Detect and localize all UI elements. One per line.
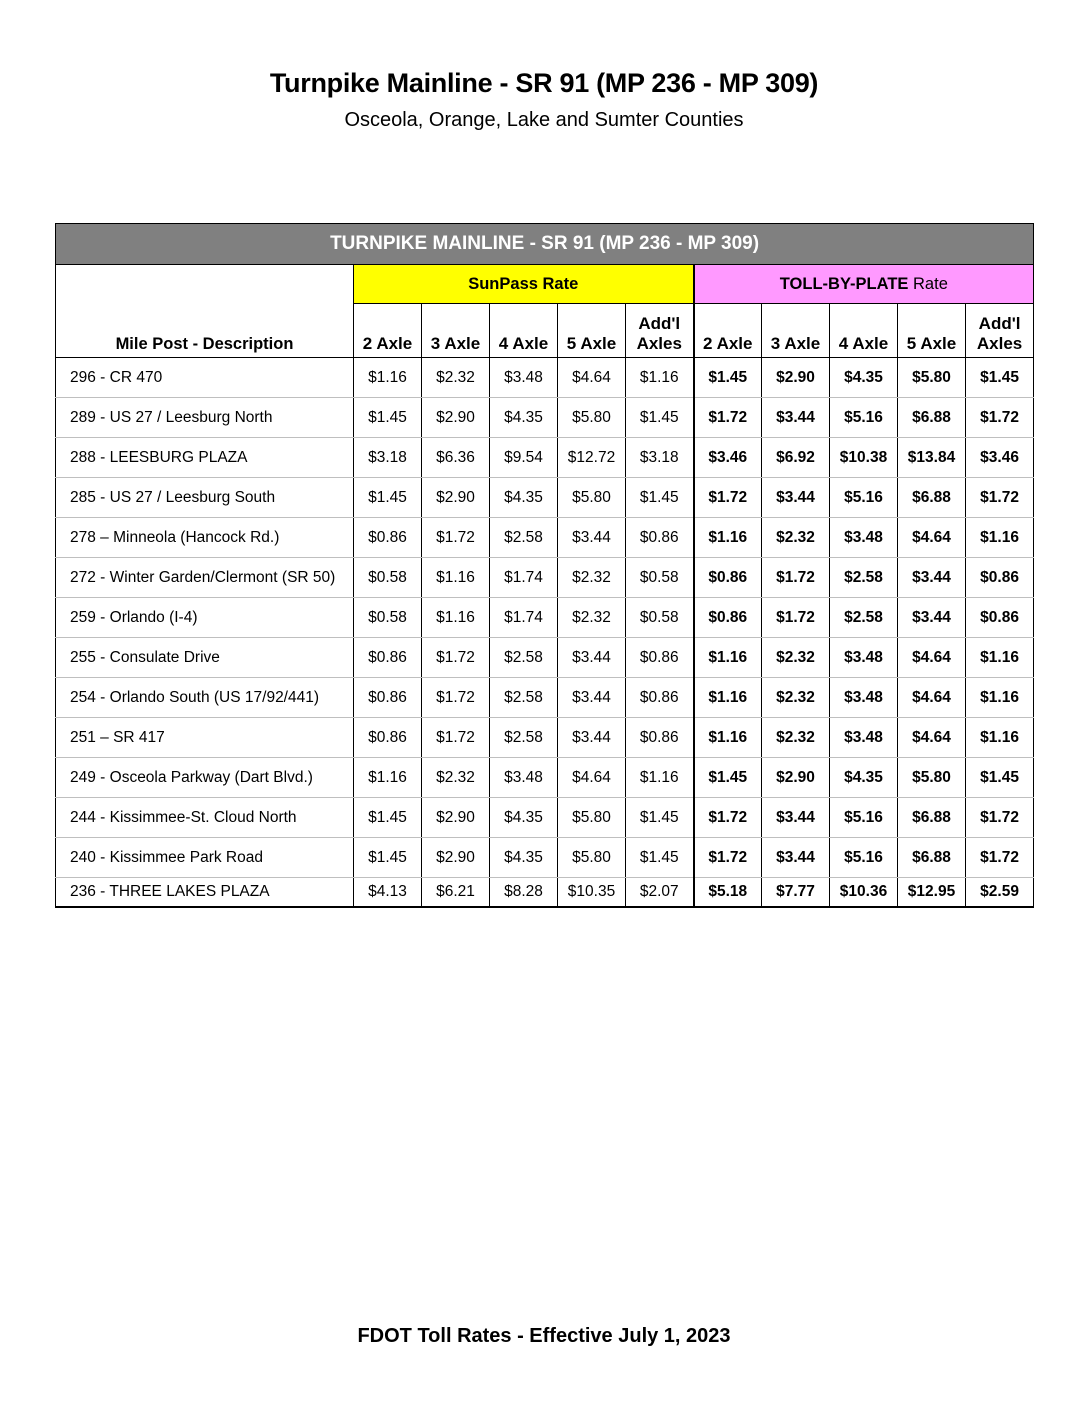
mile-post-description: 251 – SR 417 bbox=[56, 718, 354, 758]
tbp-axle-header: Add'l Axles bbox=[966, 304, 1034, 358]
mile-post-description: 289 - US 27 / Leesburg North bbox=[56, 398, 354, 438]
toll-by-plate-rate-cell: $6.88 bbox=[898, 398, 966, 438]
toll-by-plate-rate-cell: $1.16 bbox=[694, 678, 762, 718]
sunpass-rate-cell: $2.32 bbox=[558, 558, 626, 598]
sunpass-rate-cell: $5.80 bbox=[558, 398, 626, 438]
tbp-axle-header: 5 Axle bbox=[898, 304, 966, 358]
tbp-axle-header: 2 Axle bbox=[694, 304, 762, 358]
sunpass-rate-cell: $5.80 bbox=[558, 478, 626, 518]
table-row bbox=[56, 478, 1034, 518]
mile-post-description: 296 - CR 470 bbox=[56, 358, 354, 398]
sunpass-rate-cell: $0.58 bbox=[626, 558, 694, 598]
table-row bbox=[56, 398, 1034, 438]
toll-rate-table bbox=[55, 223, 1034, 908]
toll-by-plate-rate-cell: $5.16 bbox=[830, 838, 898, 878]
table-row bbox=[56, 758, 1034, 798]
sunpass-rate-cell: $3.44 bbox=[558, 518, 626, 558]
toll-by-plate-rate-cell: $1.16 bbox=[694, 518, 762, 558]
sunpass-rate-cell: $3.18 bbox=[354, 438, 422, 478]
toll-by-plate-rate-cell: $1.72 bbox=[966, 798, 1034, 838]
toll-by-plate-rate-cell: $2.90 bbox=[762, 358, 830, 398]
mile-post-description: 255 - Consulate Drive bbox=[56, 638, 354, 678]
toll-by-plate-rate-cell: $3.44 bbox=[762, 838, 830, 878]
toll-by-plate-rate-cell: $1.45 bbox=[966, 758, 1034, 798]
sunpass-rate-cell: $5.80 bbox=[558, 798, 626, 838]
sunpass-rate-cell: $4.35 bbox=[490, 478, 558, 518]
table-row bbox=[56, 838, 1034, 878]
sunpass-rate-cell: $1.16 bbox=[626, 758, 694, 798]
sunpass-rate-cell: $0.58 bbox=[354, 598, 422, 638]
toll-by-plate-rate-cell: $2.32 bbox=[762, 678, 830, 718]
toll-by-plate-rate-cell: $0.86 bbox=[966, 598, 1034, 638]
sunpass-rate-cell: $4.35 bbox=[490, 838, 558, 878]
sunpass-rate-cell: $4.35 bbox=[490, 398, 558, 438]
toll-by-plate-rate-cell: $2.59 bbox=[966, 878, 1034, 908]
toll-by-plate-rate-cell: $2.32 bbox=[762, 518, 830, 558]
toll-by-plate-rate-cell: $12.95 bbox=[898, 878, 966, 908]
toll-by-plate-rate-cell: $2.90 bbox=[762, 758, 830, 798]
table-row bbox=[56, 558, 1034, 598]
toll-by-plate-rate-cell: $3.46 bbox=[694, 438, 762, 478]
sunpass-rate-cell: $1.16 bbox=[354, 358, 422, 398]
sunpass-rate-cell: $3.44 bbox=[558, 638, 626, 678]
toll-by-plate-rate-cell: $1.45 bbox=[694, 358, 762, 398]
toll-by-plate-rate-cell: $5.80 bbox=[898, 758, 966, 798]
toll-by-plate-rate-cell: $1.72 bbox=[694, 798, 762, 838]
mile-post-description: 244 - Kissimmee-St. Cloud North bbox=[56, 798, 354, 838]
mile-post-description: 259 - Orlando (I-4) bbox=[56, 598, 354, 638]
sunpass-rate-cell: $3.44 bbox=[558, 718, 626, 758]
sunpass-rate-cell: $1.72 bbox=[422, 518, 490, 558]
sunpass-rate-cell: $2.32 bbox=[422, 758, 490, 798]
sunpass-axle-header: 2 Axle bbox=[354, 304, 422, 358]
sunpass-rate-cell: $2.90 bbox=[422, 798, 490, 838]
toll-by-plate-rate-cell: $0.86 bbox=[694, 598, 762, 638]
sunpass-rate-cell: $1.16 bbox=[422, 598, 490, 638]
toll-by-plate-rate-cell: $1.16 bbox=[694, 638, 762, 678]
sunpass-rate-cell: $0.86 bbox=[626, 518, 694, 558]
sunpass-rate-cell: $5.80 bbox=[558, 838, 626, 878]
toll-by-plate-rate-cell: $1.16 bbox=[966, 518, 1034, 558]
sunpass-axle-header: Add'l Axles bbox=[626, 304, 694, 358]
tbp-label-rate: Rate bbox=[913, 274, 948, 293]
toll-by-plate-rate-header bbox=[694, 265, 1034, 304]
toll-by-plate-rate-cell: $7.77 bbox=[762, 878, 830, 908]
sunpass-rate-cell: $1.16 bbox=[626, 358, 694, 398]
table-row bbox=[56, 518, 1034, 558]
sunpass-rate-cell: $2.90 bbox=[422, 838, 490, 878]
toll-by-plate-rate-cell: $5.80 bbox=[898, 358, 966, 398]
toll-by-plate-rate-cell: $1.72 bbox=[762, 558, 830, 598]
sunpass-rate-cell: $1.45 bbox=[626, 478, 694, 518]
sunpass-rate-cell: $0.86 bbox=[354, 678, 422, 718]
sunpass-rate-cell: $0.86 bbox=[626, 718, 694, 758]
sunpass-rate-cell: $0.58 bbox=[626, 598, 694, 638]
sunpass-axle-header: 4 Axle bbox=[490, 304, 558, 358]
tbp-axle-header: 4 Axle bbox=[830, 304, 898, 358]
toll-by-plate-rate-cell: $3.44 bbox=[762, 798, 830, 838]
toll-by-plate-rate-cell: $4.35 bbox=[830, 358, 898, 398]
mile-post-description: 285 - US 27 / Leesburg South bbox=[56, 478, 354, 518]
sunpass-rate-cell: $1.74 bbox=[490, 598, 558, 638]
toll-by-plate-rate-cell: $5.16 bbox=[830, 478, 898, 518]
sunpass-rate-cell: $3.18 bbox=[626, 438, 694, 478]
sunpass-rate-cell: $4.64 bbox=[558, 758, 626, 798]
toll-by-plate-rate-cell: $1.72 bbox=[694, 398, 762, 438]
toll-by-plate-rate-cell: $5.16 bbox=[830, 798, 898, 838]
toll-by-plate-rate-cell: $5.18 bbox=[694, 878, 762, 908]
sunpass-rate-cell: $2.32 bbox=[422, 358, 490, 398]
toll-by-plate-rate-cell: $6.88 bbox=[898, 798, 966, 838]
toll-by-plate-rate-cell: $6.88 bbox=[898, 838, 966, 878]
sunpass-rate-cell: $3.48 bbox=[490, 358, 558, 398]
toll-by-plate-rate-cell: $13.84 bbox=[898, 438, 966, 478]
toll-by-plate-rate-cell: $1.45 bbox=[966, 358, 1034, 398]
table-row bbox=[56, 638, 1034, 678]
sunpass-rate-cell: $1.45 bbox=[626, 798, 694, 838]
toll-by-plate-rate-cell: $1.72 bbox=[694, 838, 762, 878]
mile-post-description: 272 - Winter Garden/Clermont (SR 50) bbox=[56, 558, 354, 598]
sunpass-rate-cell: $1.72 bbox=[422, 678, 490, 718]
sunpass-axle-header: 5 Axle bbox=[558, 304, 626, 358]
toll-by-plate-rate-cell: $4.64 bbox=[898, 638, 966, 678]
toll-by-plate-rate-cell: $4.35 bbox=[830, 758, 898, 798]
mile-post-description: 254 - Orlando South (US 17/92/441) bbox=[56, 678, 354, 718]
table-row bbox=[56, 438, 1034, 478]
tbp-label-bold: TOLL-BY-PLATE bbox=[779, 274, 909, 293]
sunpass-rate-cell: $0.58 bbox=[354, 558, 422, 598]
toll-by-plate-rate-cell: $3.44 bbox=[898, 598, 966, 638]
toll-by-plate-rate-cell: $1.16 bbox=[966, 638, 1034, 678]
mile-post-description: 249 - Osceola Parkway (Dart Blvd.) bbox=[56, 758, 354, 798]
sunpass-rate-cell: $0.86 bbox=[354, 718, 422, 758]
mile-post-description: 236 - THREE LAKES PLAZA bbox=[56, 878, 354, 908]
sunpass-rate-cell: $6.21 bbox=[422, 878, 490, 908]
table-row bbox=[56, 718, 1034, 758]
sunpass-rate-cell: $4.35 bbox=[490, 798, 558, 838]
toll-by-plate-rate-cell: $10.36 bbox=[830, 878, 898, 908]
sunpass-rate-cell: $1.72 bbox=[422, 638, 490, 678]
sunpass-rate-cell: $2.07 bbox=[626, 878, 694, 908]
toll-by-plate-rate-cell: $5.16 bbox=[830, 398, 898, 438]
sunpass-rate-cell: $10.35 bbox=[558, 878, 626, 908]
sunpass-rate-cell: $4.64 bbox=[558, 358, 626, 398]
footer-effective-date: FDOT Toll Rates - Effective July 1, 2023 bbox=[357, 1325, 731, 1347]
toll-by-plate-rate-cell: $3.44 bbox=[762, 398, 830, 438]
toll-by-plate-rate-cell: $2.32 bbox=[762, 718, 830, 758]
sunpass-rate-cell: $6.36 bbox=[422, 438, 490, 478]
sunpass-rate-cell: $2.58 bbox=[490, 638, 558, 678]
sunpass-rate-cell: $2.58 bbox=[490, 518, 558, 558]
sunpass-rate-cell: $2.32 bbox=[558, 598, 626, 638]
toll-by-plate-rate-cell: $1.45 bbox=[694, 758, 762, 798]
toll-by-plate-rate-cell: $1.72 bbox=[966, 838, 1034, 878]
sunpass-rate-cell: $1.45 bbox=[626, 838, 694, 878]
sunpass-axle-header: 3 Axle bbox=[422, 304, 490, 358]
table-row bbox=[56, 878, 1034, 908]
toll-by-plate-rate-cell: $1.72 bbox=[966, 478, 1034, 518]
toll-by-plate-rate-cell: $1.72 bbox=[762, 598, 830, 638]
toll-by-plate-rate-cell: $1.16 bbox=[966, 678, 1034, 718]
sunpass-rate-cell: $1.45 bbox=[354, 838, 422, 878]
toll-by-plate-rate-cell: $1.72 bbox=[966, 398, 1034, 438]
sunpass-rate-cell: $12.72 bbox=[558, 438, 626, 478]
mile-post-header: Mile Post - Description bbox=[56, 265, 354, 358]
toll-by-plate-rate-cell: $3.46 bbox=[966, 438, 1034, 478]
sunpass-rate-cell: $0.86 bbox=[626, 638, 694, 678]
toll-by-plate-rate-cell: $3.44 bbox=[762, 478, 830, 518]
toll-by-plate-rate-cell: $2.58 bbox=[830, 598, 898, 638]
toll-by-plate-rate-cell: $0.86 bbox=[966, 558, 1034, 598]
toll-by-plate-rate-cell: $6.92 bbox=[762, 438, 830, 478]
sunpass-rate-cell: $1.45 bbox=[354, 798, 422, 838]
sunpass-rate-cell: $1.45 bbox=[354, 398, 422, 438]
sunpass-rate-cell: $9.54 bbox=[490, 438, 558, 478]
sunpass-rate-cell: $1.45 bbox=[626, 398, 694, 438]
sunpass-rate-cell: $1.74 bbox=[490, 558, 558, 598]
toll-by-plate-rate-cell: $3.48 bbox=[830, 518, 898, 558]
sunpass-rate-cell: $1.72 bbox=[422, 718, 490, 758]
table-row bbox=[56, 598, 1034, 638]
toll-by-plate-rate-cell: $10.38 bbox=[830, 438, 898, 478]
toll-by-plate-rate-cell: $3.48 bbox=[830, 678, 898, 718]
sunpass-rate-header: SunPass Rate bbox=[354, 265, 694, 304]
toll-by-plate-rate-cell: $6.88 bbox=[898, 478, 966, 518]
toll-by-plate-rate-cell: $2.58 bbox=[830, 558, 898, 598]
sunpass-rate-cell: $8.28 bbox=[490, 878, 558, 908]
tbp-axle-header: 3 Axle bbox=[762, 304, 830, 358]
toll-by-plate-rate-cell: $1.16 bbox=[694, 718, 762, 758]
toll-by-plate-rate-cell: $4.64 bbox=[898, 518, 966, 558]
toll-by-plate-rate-cell: $3.48 bbox=[830, 638, 898, 678]
sunpass-rate-cell: $2.58 bbox=[490, 678, 558, 718]
toll-by-plate-rate-cell: $1.16 bbox=[966, 718, 1034, 758]
toll-by-plate-rate-cell: $2.32 bbox=[762, 638, 830, 678]
sunpass-rate-cell: $4.13 bbox=[354, 878, 422, 908]
mile-post-description: 240 - Kissimmee Park Road bbox=[56, 838, 354, 878]
sunpass-rate-cell: $1.45 bbox=[354, 478, 422, 518]
mile-post-description: 278 – Minneola (Hancock Rd.) bbox=[56, 518, 354, 558]
toll-by-plate-rate-cell: $3.44 bbox=[898, 558, 966, 598]
table-row bbox=[56, 798, 1034, 838]
toll-by-plate-rate-cell: $3.48 bbox=[830, 718, 898, 758]
page-subtitle: Osceola, Orange, Lake and Sumter Counties bbox=[344, 109, 744, 131]
sunpass-rate-cell: $1.16 bbox=[422, 558, 490, 598]
toll-by-plate-rate-cell: $0.86 bbox=[694, 558, 762, 598]
sunpass-rate-cell: $2.58 bbox=[490, 718, 558, 758]
sunpass-rate-cell: $0.86 bbox=[354, 518, 422, 558]
toll-by-plate-rate-cell: $4.64 bbox=[898, 718, 966, 758]
table-banner: TURNPIKE MAINLINE - SR 91 (MP 236 - MP 309) bbox=[56, 224, 1034, 265]
table-row bbox=[56, 358, 1034, 398]
mile-post-description: 288 - LEESBURG PLAZA bbox=[56, 438, 354, 478]
sunpass-rate-cell: $3.44 bbox=[558, 678, 626, 718]
sunpass-rate-cell: $3.48 bbox=[490, 758, 558, 798]
sunpass-rate-cell: $2.90 bbox=[422, 478, 490, 518]
table-row bbox=[56, 678, 1034, 718]
sunpass-rate-cell: $1.16 bbox=[354, 758, 422, 798]
sunpass-rate-cell: $2.90 bbox=[422, 398, 490, 438]
sunpass-rate-cell: $0.86 bbox=[354, 638, 422, 678]
toll-by-plate-rate-cell: $1.72 bbox=[694, 478, 762, 518]
sunpass-rate-cell: $0.86 bbox=[626, 678, 694, 718]
toll-by-plate-rate-cell: $4.64 bbox=[898, 678, 966, 718]
page-title: Turnpike Mainline - SR 91 (MP 236 - MP 309) bbox=[269, 68, 819, 98]
